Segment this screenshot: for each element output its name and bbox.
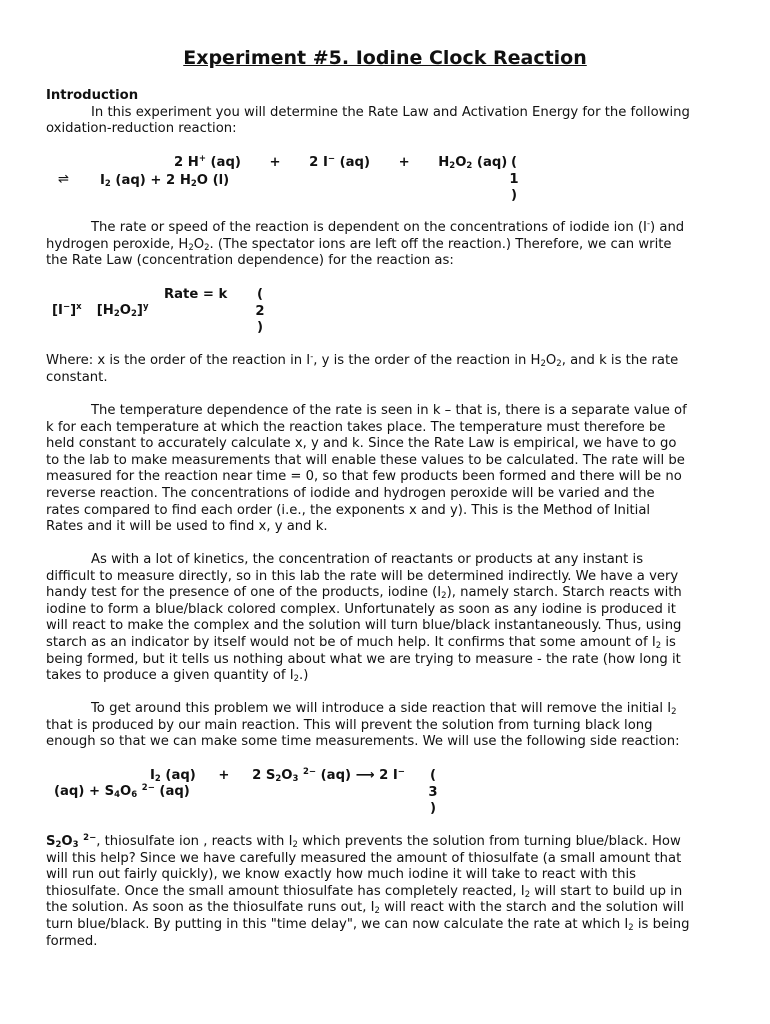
- equation-1-number: ( 1 ): [509, 155, 519, 204]
- equation-1-products: $I_2$ (aq) + 2 $H_2O$ (l): [100, 173, 230, 189]
- rate-paragraph: The rate or speed of the reaction is dependent on the concentrations of iodide ion (I-) and hydrogen peroxide, $H_2O_2$. (The spectator ions are left off the reaction.) Therefore, we can write the Rate Law (concentration dependence) for the reaction as:: [46, 219, 685, 269]
- document-title: Experiment #5. Iodine Clock Reaction: [183, 47, 587, 69]
- where-paragraph: Where: x is the order of the reaction in I-, y is the order of the reaction in $H_2O_2$, and k is the rate constant.: [46, 352, 679, 385]
- intro-line: In this experiment you will determine the Rate Law and Activation Energy for the following: [91, 104, 690, 120]
- thiosulfate-formula: $S_2O_3$ $^{2-}$: [46, 833, 97, 850]
- rate-law-terms: $[I^-]^x$ $[H_2O_2]^y$: [52, 302, 149, 319]
- equation-1-reactants: 2 H+ (aq) + 2 I− $(aq) + H_2O_2$ (aq): [174, 154, 508, 171]
- equation-3-number: ( 3 ): [428, 768, 438, 817]
- equation-3-top-line: $I_2$ (aq) + 2 $S_2O_3$ $^{2-}$ (aq) ⟶ 2 I−: [150, 767, 405, 784]
- side-reaction-paragraph: To get around this problem we will introduce a side reaction that will remove the initial $I_2$ that is produced by our main reaction. This will prevent the solution from turning black long enough so that we can make some time measurements. We will use the following side reaction:: [46, 701, 680, 750]
- equation-3-bottom-line: $(aq) + S_4O_6$ $^{2-}$ (aq): [54, 783, 190, 800]
- rate-law-label: Rate = k: [164, 287, 228, 302]
- introduction-heading: Introduction: [46, 88, 139, 103]
- thiosulfate-paragraph: $S_2O_3$ $^{2-}$, thiosulfate ion , reacts with $I_2$ which prevents the solution from turning blue/black. How will this help? Since we have carefully measured the amount of thiosulfate (a small amount that will run out fairly quickly), we know exactly how much iodine it will take to react with this thiosulfate. Once the small amount thiosulfate has completely reacted, $I_2$ will start to build up in the solution. As soon as the thiosulfate runs out, $I_2$ will react with the starch and the solution will turn blue/black. By putting in this "time delay", we can now calculate the rate at which $I_2$ is being formed.: [46, 833, 690, 949]
- introduction-section: [46, 88, 726, 138]
- intro-line: oxidation-reduction reaction:: [46, 121, 237, 137]
- temperature-paragraph: The temperature dependence of the rate is seen in k – that is, there is a separate value of k for each temperature at which the reaction takes place. The temperature must therefore be held constant to accurately calculate x, y and k. Since the Rate Law is empirical, we have to go to the lab to make measurements that will enable these values to be calculated. The rate will be measured for the reaction near time = 0, so that few products been formed and there will be no reverse reaction. The concentrations of iodide and hydrogen peroxide will be varied and the rates compared to find each order (i.e., the exponents x and y). This is the Method of Initial Rates and it will be used to find x, y and k.: [46, 403, 687, 535]
- kinetics-paragraph: As with a lot of kinetics, the concentration of reactants or products at any instant is difficult to measure directly, so in this lab the rate will be determined indirectly. We have a very handy test for the presence of one of the products, iodine $(I_2)$, namely starch. Starch reacts with iodine to form a blue/black colored complex. Unfortunately as soon as any iodine is produced it will react to make the complex and the solution will turn blue/black instantaneously. Thus, using starch as an indicator by itself would not be of much help. It confirms that some amount of $I_2$ is being formed, but it tells us nothing about what we are trying to measure - the rate (how long it takes to produce a given quantity of $I_2$.): [46, 552, 682, 685]
- equation-2-number: ( 2 ): [255, 287, 265, 336]
- equilibrium-arrow: ⇌: [58, 172, 70, 187]
